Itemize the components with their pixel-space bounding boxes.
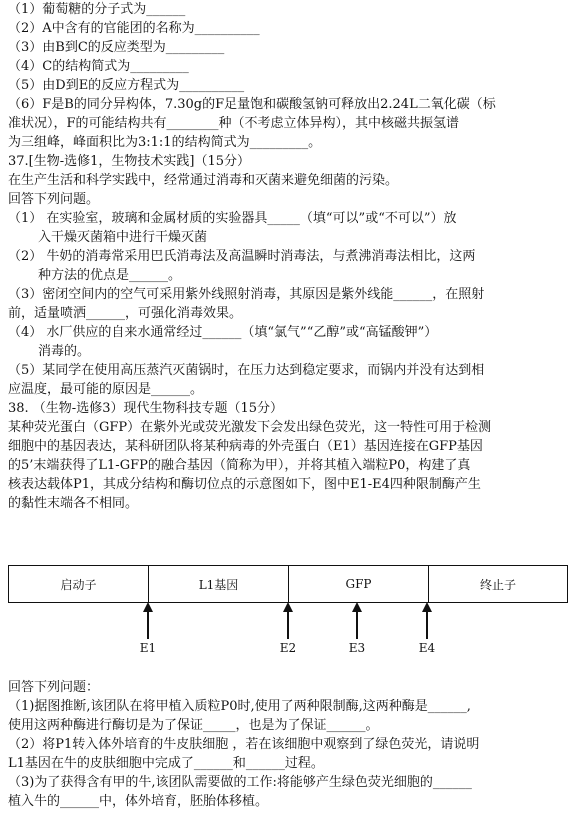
- q6-line-1: （6）F是B的同分异构体，7.30g的F足量饱和碳酸氢钠可释放出2.24L二氧化碳（标: [8, 97, 496, 112]
- q37-title: 37.[生物-选修1，生物技术实践]（15分）: [8, 154, 251, 169]
- arrow-up-icon: [273, 601, 303, 641]
- q5-line: （5）由D到E的反应方程式为__________: [8, 78, 245, 93]
- site-e3: [342, 601, 372, 655]
- q38-3-line-1: （3)为了获得含有甲的牛,该团队需要做的工作:将能够产生绿色荧光细胞的______: [8, 775, 472, 790]
- site-label-e3: E3: [348, 641, 366, 655]
- q37-2-line-2: 种方法的优点是______。: [38, 268, 182, 283]
- q38-intro-4: 核表达载体P1，其成分结构和酶切位点的示意图如下，图中E1-E4四种限制酶产生: [8, 477, 481, 492]
- site-label-e4: E4: [418, 641, 436, 655]
- q38-2-line-1: （2）将P1转入体外培育的牛皮肤细胞 ，若在该细胞中观察到了绿色荧光，请说明: [8, 737, 480, 752]
- q37-4-line-2: 消毒的。: [38, 344, 91, 359]
- vector-diagram: [8, 565, 568, 655]
- q3-line: （3）由B到C的反应类型为_________: [8, 40, 225, 55]
- q38-intro-3: 的5’末端获得了L1-GFP的融合基因（简称为甲），并将其植入端粒P0，构建了真: [8, 458, 471, 473]
- segment-l1-gene: L1基因: [149, 566, 289, 602]
- q37-3-line-1: （3）密闭空间内的空气可采用紫外线照射消毒，其原因是紫外线能______，在照射: [8, 287, 485, 302]
- q6-line-2: 准状况），F的可能结构共有________种（不考虑立体异构），其中核磁共振氢谱: [8, 116, 460, 131]
- q37-5-line-2: 应温度，最可能的原因是______。: [8, 382, 204, 397]
- site-e2: [273, 601, 303, 655]
- site-e1: [133, 601, 163, 655]
- site-e4: [412, 601, 442, 655]
- q38-intro-2: 细胞中的基因表达，某科研团队将某种病毒的外壳蛋白（E1）基因连接在GFP基因: [8, 439, 483, 454]
- arrow-up-icon: [133, 601, 163, 641]
- q38-1-line-1: （1)据图推断,该团队在将甲植入质粒P0时,使用了两种限制酶,这两种酶是______,: [8, 699, 471, 714]
- q37-5-line-1: （5）某同学在使用高压蒸汽灭菌锅时，在压力达到稳定要求，而锅内并没有达到相: [8, 363, 485, 378]
- gene-construct-strip: [8, 565, 568, 603]
- q38-2-line-2: L1基因在牛的皮肤细胞中完成了______和______过程。: [8, 756, 324, 771]
- q38-1-line-2: 使用这两种酶进行酶切是为了保证_____，也是为了保证______。: [8, 718, 379, 733]
- q37-3-line-2: 前，适量喷洒______，可强化消毒效果。: [8, 306, 243, 321]
- segment-terminator: 终止子: [479, 577, 516, 592]
- q38-intro-1: 某种荧光蛋白（GFP）在紫外光或荧光激发下会发出绿色荧光，这一特性可用于检测: [8, 420, 492, 435]
- q37-1-line-1: （1） 在实验室，玻璃和金属材质的实验器具_____（填“可以”或“不可以”）放: [8, 211, 457, 226]
- q38-title: 38. （生物-选修3）现代生物科技专题（15分）: [8, 401, 284, 416]
- q37-4-line-1: （4） 水厂供应的自来水通常经过______（填“氯气”“乙醇”或“高锰酸钾”）: [8, 325, 438, 340]
- q1-line: （1）葡萄糖的分子式为______: [8, 2, 186, 17]
- q37-2-line-1: （2） 牛奶的消毒常采用巴氏消毒法及高温瞬时消毒法，与煮沸消毒法相比，这两: [8, 249, 476, 264]
- arrow-up-icon: [412, 601, 442, 641]
- q37-answer-prompt: 回答下列问题。: [8, 192, 100, 207]
- arrow-up-icon: [342, 601, 372, 641]
- site-label-e2: E2: [279, 641, 297, 655]
- q37-intro: 在生产生活和科学实践中，经常通过消毒和灭菌来避免细菌的污染。: [8, 173, 399, 188]
- q4-line: （4）C的结构简式为_________: [8, 59, 189, 74]
- q38-answer-prompt: 回答下列问题：: [8, 680, 100, 695]
- segment-gfp: GFP: [289, 566, 429, 602]
- site-label-e1: E1: [139, 641, 157, 655]
- q38-3-line-2: 植入牛的______中，体外培育，胚胎体移植。: [8, 794, 269, 809]
- q37-1-line-2: 入干燥灭菌箱中进行干燥灭菌: [38, 230, 208, 245]
- q6-line-3: 为三组峰，峰面积比为3:1:1的结构简式为_________。: [8, 135, 322, 150]
- q2-line: （2）A中含有的官能团的名称为__________: [8, 21, 260, 36]
- q38-intro-5: 的黏性末端各不相同。: [8, 496, 139, 511]
- segment-promoter: 启动子: [9, 566, 149, 602]
